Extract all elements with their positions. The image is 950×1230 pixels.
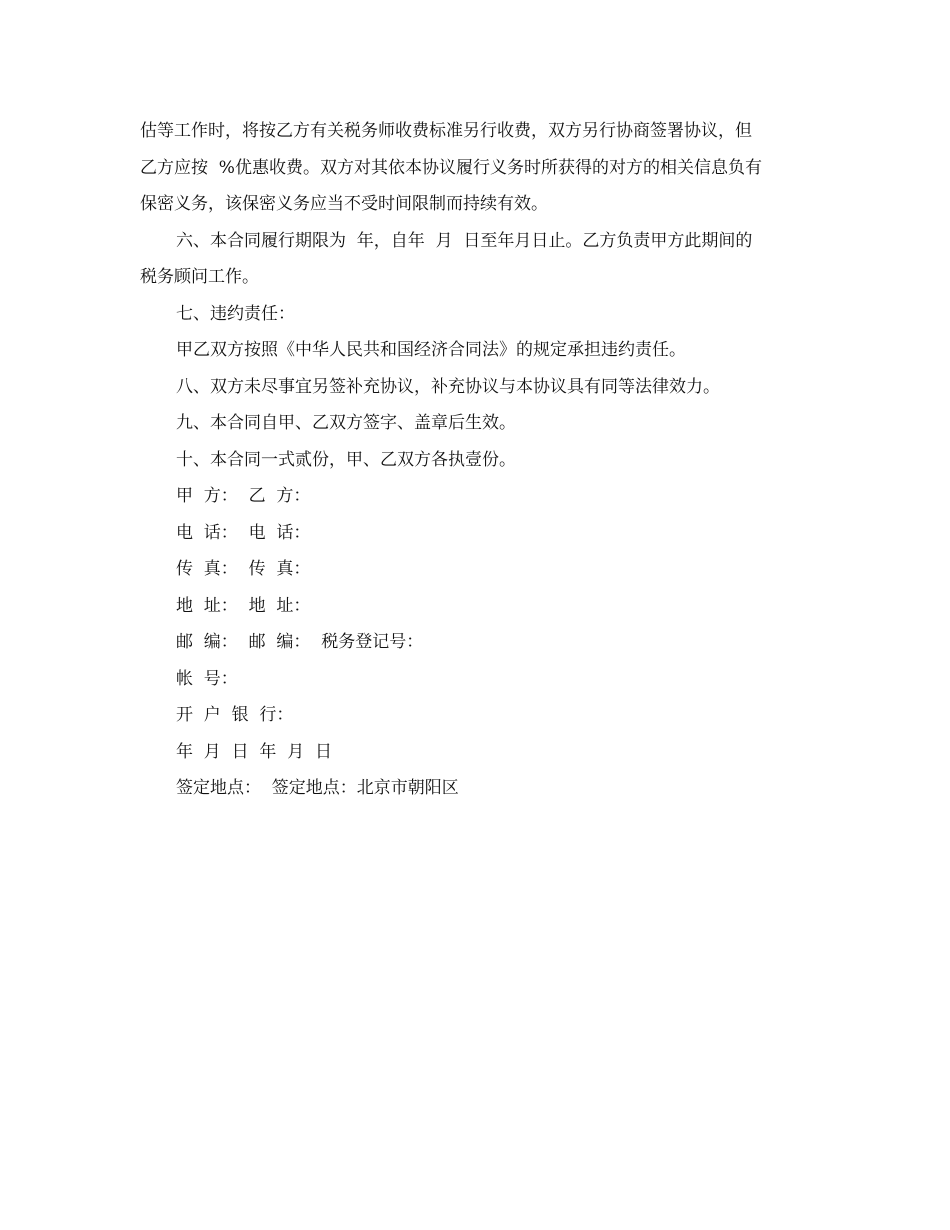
clause-8: 八、双方未尽事宜另签补充协议，补充协议与本协议具有同等法律效力。 — [176, 376, 720, 397]
signature-fax-line: 传 真： 传 真： — [176, 559, 311, 579]
signature-place-line: 签定地点： 签定地点：北京市朝阳区 — [176, 778, 459, 798]
signature-date-line: 年 月 日 年 月 日 — [176, 741, 333, 762]
signature-account-line: 帐 号： — [176, 668, 238, 689]
text-line: 保密义务，该保密义务应当不受时间限制而持续有效。 — [140, 194, 548, 214]
signature-postcode-line: 邮 编： 邮 编： 税务登记号： — [176, 632, 424, 652]
clause-5-continuation — [140, 113, 812, 223]
signature-phone-line: 电 话： 电 话： — [176, 522, 311, 543]
clause-9: 九、本合同自甲、乙双方签字、盖章后生效。 — [176, 413, 516, 433]
text-line: 六、本合同履行期限为 年，自年 月 日至年月日止。乙方负责甲方此期间的 — [176, 230, 753, 251]
clause-7-title: 七、违约责任： — [176, 303, 295, 324]
text-line: 估等工作时，将按乙方有关税务师收费标准另行收费，双方另行协商签署协议，但 — [140, 121, 752, 141]
clause-7-body: 甲乙双方按照《中华人民共和国经济合同法》的规定承担违约责任。 — [176, 340, 686, 360]
text-line: 乙方应按 %优惠收费。双方对其依本协议履行义务时所获得的对方的相关信息负有 — [140, 157, 762, 178]
text-line: 税务顾问工作。 — [140, 267, 259, 287]
signature-party-line: 甲 方： 乙 方： — [176, 486, 311, 506]
clause-10: 十、本合同一式贰份，甲、乙双方各执壹份。 — [176, 449, 516, 470]
signature-block — [140, 478, 812, 807]
clause-6-term — [140, 223, 812, 296]
signature-bank-line: 开 户 银 行： — [176, 705, 294, 725]
signature-address-line: 地 址： 地 址： — [176, 595, 311, 616]
contract-body — [140, 113, 812, 807]
